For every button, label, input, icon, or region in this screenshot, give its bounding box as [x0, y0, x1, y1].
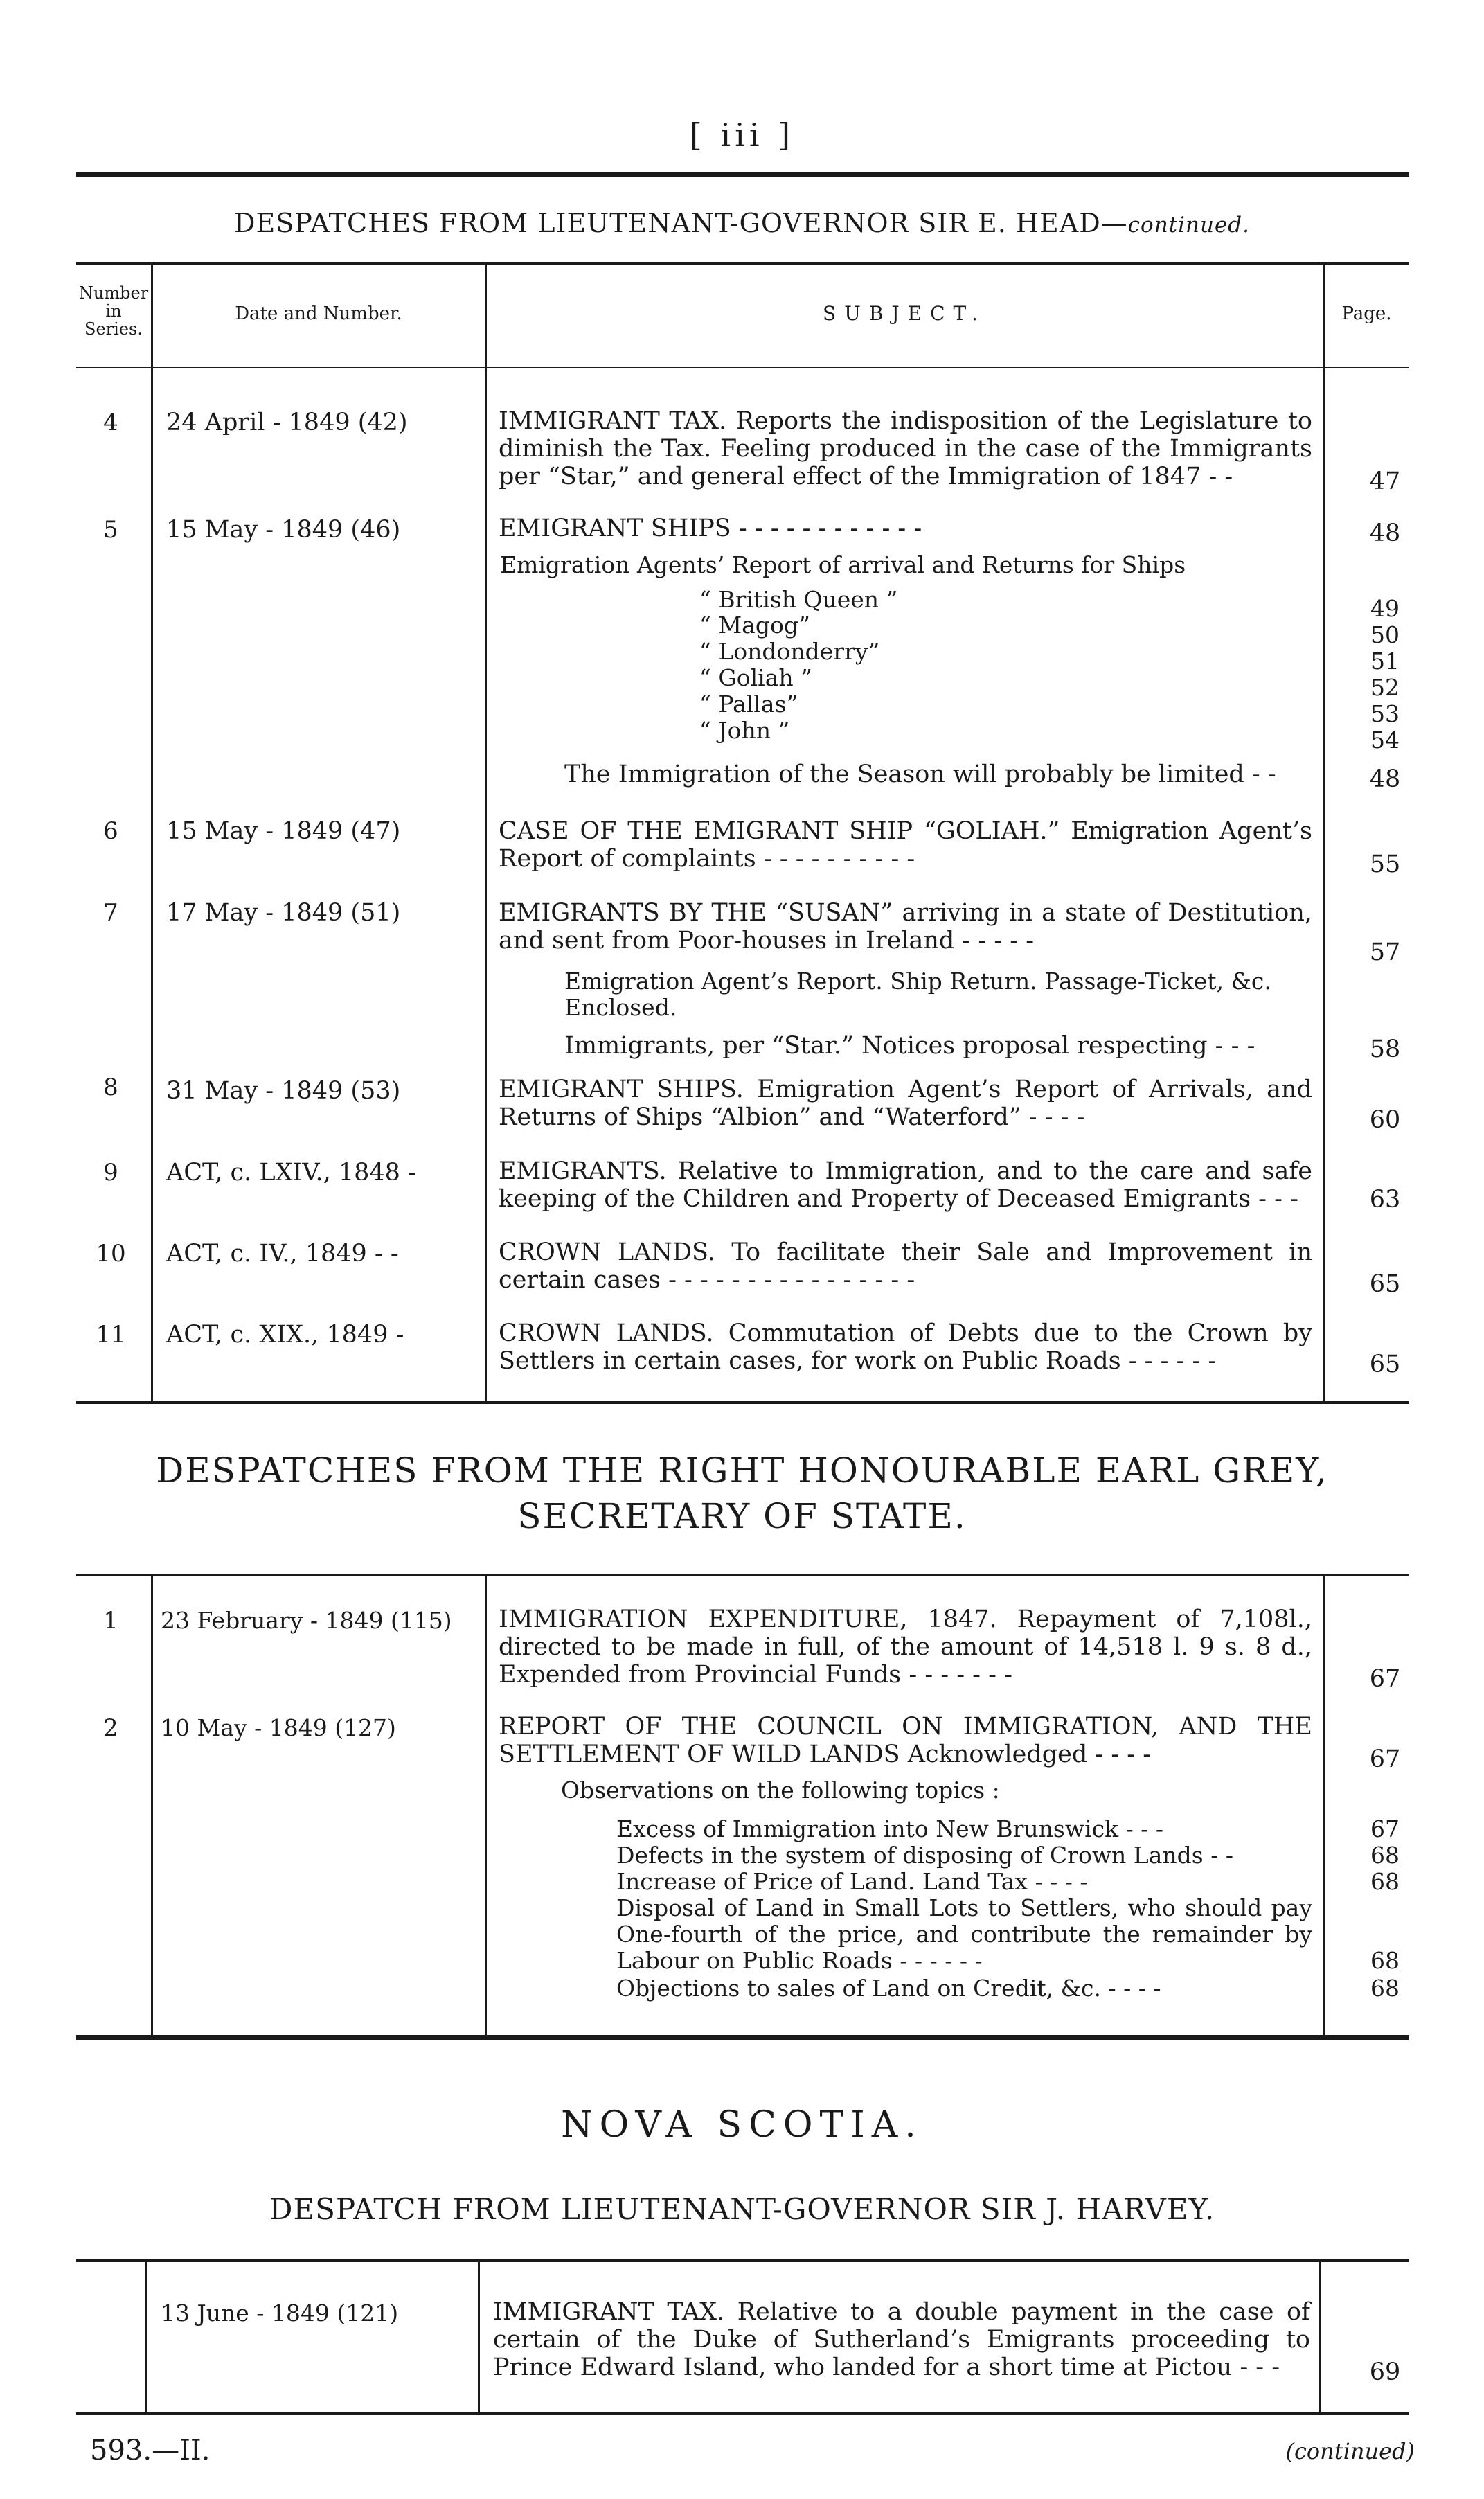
topic-page: 68 [1370, 1975, 1400, 2002]
row-subject: EMIGRANT SHIPS. Emigration Agent’s Report of Arrivals, and Returns of Ships “Albion” and “Waterford” - - - - [499, 1076, 1312, 1131]
ship-page: 53 [1370, 700, 1400, 727]
section3-title: NOVA SCOTIA. [561, 2104, 923, 2146]
row-page: 60 [1369, 1106, 1401, 1134]
page-number: [ iii ] [689, 116, 795, 154]
section2-subtitle: SECRETARY OF STATE. [517, 1496, 967, 1536]
row-number: 9 [103, 1159, 118, 1186]
ship-page: 54 [1370, 727, 1400, 754]
row-subject: EMIGRANTS BY THE “SUSAN” arriving in a state of Destitution, and sent from Poor-houses in Ireland - - - - - [499, 899, 1312, 954]
topic-page: 68 [1370, 1868, 1400, 1895]
ship-name: “ Magog” [699, 612, 810, 639]
ship-page: 52 [1370, 674, 1400, 701]
row-date: 10 May - 1849 (127) [161, 1714, 396, 1741]
topic-item: Disposal of Land in Small Lots to Settlers, who should pay One-fourth of the price, and contribute the remainder by Labour on Public Roads - - - - - - [616, 1894, 1312, 1974]
ship-page: 50 [1370, 621, 1400, 648]
topic-page: 67 [1370, 1815, 1400, 1842]
row-date: ACT, c. LXIV., 1848 - [166, 1159, 416, 1186]
row-page: 63 [1369, 1186, 1401, 1213]
row-sub-page: 58 [1369, 1035, 1401, 1063]
row-subject: REPORT OF THE COUNCIL ON IMMIGRATION, AND THE SETTLEMENT OF WILD LANDS Acknowledged - - - - [499, 1713, 1312, 1768]
row-number: 5 [103, 516, 118, 544]
topics-intro: Observations on the following topics : [561, 1777, 1000, 1804]
header-subject: SUBJECT. [823, 302, 986, 325]
top-rule [76, 172, 1409, 177]
topic-item: Excess of Immigration into New Brunswick - - - [616, 1815, 1164, 1842]
row-date: 24 April - 1849 (42) [166, 409, 408, 436]
row-sub-note: Emigration Agent’s Report. Ship Return. Passage-Ticket, &c. Enclosed. [564, 968, 1271, 1021]
row-subject: EMIGRANTS. Relative to Immigration, and to the care and safe keeping of the Children and Property of Deceased Emigrants - - - [499, 1157, 1312, 1213]
row-number: 7 [103, 899, 118, 927]
ship-name: “ Pallas” [699, 691, 798, 718]
row-number: 10 [96, 1240, 126, 1268]
ship-page: 49 [1370, 595, 1400, 622]
row-sub-note: Immigrants, per “Star.” Notices proposal respecting - - - [564, 1032, 1255, 1060]
section2-title: DESPATCHES FROM THE RIGHT HONOURABLE EARL GREY, [156, 1450, 1328, 1491]
row-page: 65 [1369, 1351, 1401, 1378]
row-number: 4 [103, 409, 118, 436]
row-date: 23 February - 1849 (115) [161, 1607, 452, 1634]
row-date: 17 May - 1849 (51) [166, 899, 401, 927]
topic-item: Objections to sales of Land on Credit, &c. - - - - [616, 1975, 1161, 2002]
header-number: Number in Series. [78, 283, 149, 339]
header-date: Date and Number. [235, 303, 402, 324]
row-date: ACT, c. XIX., 1849 - [166, 1321, 404, 1349]
row-subject: CROWN LANDS. To facilitate their Sale and Improvement in certain cases - - - - - - - - - - - - - - - - [499, 1238, 1312, 1294]
row-page: 47 [1369, 468, 1401, 495]
row-page: 67 [1369, 1745, 1401, 1773]
row-subject: IMMIGRANT TAX. Reports the indisposition of the Legislature to diminish the Tax. Feeling produced in the case of the Immigrants per “Star,” and general effect of the Immigration of 1847 - - [499, 407, 1312, 490]
row-number: 11 [96, 1321, 126, 1349]
section3-subtitle: DESPATCH FROM LIEUTENANT-GOVERNOR SIR J. HARVEY. [269, 2192, 1215, 2226]
row-page: 48 [1369, 519, 1401, 547]
row-subject: EMIGRANT SHIPS - - - - - - - - - - - - [499, 515, 922, 542]
row-date: 13 June - 1849 (121) [161, 2300, 399, 2327]
topic-item: Increase of Price of Land. Land Tax - - - - [616, 1868, 1088, 1895]
row-number: 2 [103, 1714, 118, 1742]
topic-page: 68 [1370, 1947, 1400, 1974]
ship-name: “ Londonderry” [699, 638, 880, 665]
row-number: 6 [103, 817, 118, 845]
ship-name: “ British Queen ” [699, 586, 898, 613]
row-subject: IMMIGRANT TAX. Relative to a double payment in the case of certain of the Duke of Sutherland’s Emigrants proceeding to Prince Edward Island, who landed for a short time at Pictou - - - [493, 2298, 1310, 2381]
header-page: Page. [1341, 303, 1392, 324]
row-subject: CASE OF THE EMIGRANT SHIP “GOLIAH.” Emigration Agent’s Report of complaints - - - - - - - - - - [499, 817, 1312, 873]
footer-signature: 593.—II. [90, 2435, 211, 2466]
row-date: ACT, c. IV., 1849 - - [166, 1240, 399, 1268]
row-date: 15 May - 1849 (47) [166, 817, 401, 845]
row-page: 65 [1369, 1270, 1401, 1298]
season-note-page: 48 [1369, 765, 1401, 793]
row-date: 31 May - 1849 (53) [166, 1077, 401, 1105]
ship-name: “ John ” [699, 717, 790, 744]
row-page: 57 [1369, 939, 1401, 966]
row-number: 8 [103, 1074, 118, 1101]
topic-page: 68 [1370, 1842, 1400, 1869]
row-page: 55 [1369, 851, 1401, 878]
row-subject: IMMIGRATION EXPENDITURE, 1847. Repayment of 7,108l., directed to be made in full, of the amount of 14,518 l. 9 s. 8 d., Expended from Provincial Funds - - - - - - - [499, 1606, 1312, 1689]
topic-item: Defects in the system of disposing of Crown Lands - - [616, 1842, 1233, 1869]
ship-name: “ Goliah ” [699, 664, 812, 691]
season-note: The Immigration of the Season will probably be limited - - [564, 761, 1276, 788]
ship-page: 51 [1370, 648, 1400, 675]
row-subject: CROWN LANDS. Commutation of Debts due to the Crown by Settlers in certain cases, for work on Public Roads - - - - - - [499, 1319, 1312, 1375]
row-page: 67 [1369, 1665, 1401, 1693]
row-page: 69 [1369, 2358, 1401, 2386]
ship-returns-intro: Emigration Agents’ Report of arrival and Returns for Ships [500, 551, 1186, 578]
section1-title: DESPATCHES FROM LIEUTENANT-GOVERNOR SIR E. HEAD—continued. [233, 208, 1251, 238]
footer-continued: (continued) [1285, 2438, 1415, 2464]
row-date: 15 May - 1849 (46) [166, 516, 401, 544]
row-number: 1 [103, 1607, 118, 1635]
